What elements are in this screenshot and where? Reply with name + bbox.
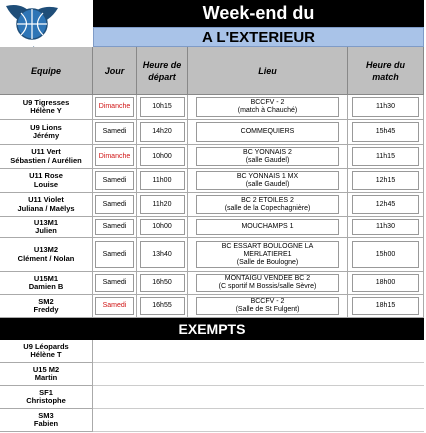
day-cell	[93, 193, 137, 217]
match-time-cell	[348, 238, 424, 272]
table-row	[0, 217, 424, 238]
exempt-row-blank	[93, 409, 424, 432]
exempt-team: U9 Léopards Hélène T	[0, 340, 93, 363]
match-time-cell	[348, 193, 424, 217]
place-cell-text: BC YONNAIS 1 MX (salle Gaudel)	[196, 171, 339, 190]
departure-time-cell-text: 16h50	[140, 274, 185, 292]
place-cell	[188, 95, 348, 120]
day-cell	[93, 295, 137, 318]
exempt-row-blank	[93, 363, 424, 386]
team-cell-text: U13M1 Julien	[33, 217, 59, 235]
day-cell	[93, 120, 137, 145]
team-cell-text: U9 Tigresses Hélène Y	[22, 97, 70, 115]
exempt-team: U15 M2 Martin	[0, 363, 93, 386]
departure-time-cell	[137, 295, 188, 318]
exempt-row-blank	[93, 340, 424, 363]
match-time-cell	[348, 120, 424, 145]
match-time-cell-text: 12h45	[352, 195, 420, 214]
day-cell-text: Samedi	[95, 241, 134, 269]
place-cell-text: MONTAIGU VENDEE BC 2 (C sportif M Bossis/salle Sèvre)	[196, 274, 339, 292]
table-row	[0, 238, 424, 272]
match-time-cell	[348, 169, 424, 193]
day-cell-text: Samedi	[95, 171, 134, 190]
match-time-cell	[348, 272, 424, 295]
place-cell	[188, 217, 348, 238]
team-cell	[0, 272, 93, 295]
match-time-cell-text: 18h15	[352, 297, 420, 315]
departure-time-cell-text: 13h40	[140, 241, 185, 269]
day-cell	[93, 95, 137, 120]
team-cell	[0, 193, 93, 217]
team-cell-text: U13M2 Clément / Nolan	[17, 245, 75, 263]
team-cell	[0, 169, 93, 193]
match-time-cell-text: 15h00	[352, 241, 420, 269]
day-cell-text: Samedi	[95, 274, 134, 292]
match-time-cell	[348, 295, 424, 318]
match-time-cell	[348, 95, 424, 120]
header-day: Jour	[93, 47, 137, 95]
table-row	[0, 193, 424, 217]
team-cell-text: U11 Violet Juliana / Maëlys	[17, 195, 75, 213]
table-row	[0, 95, 424, 120]
team-cell-text: U11 Rose Louise	[29, 171, 63, 189]
basketball-logo-icon	[2, 0, 62, 46]
team-cell-text: SM2 Freddy	[33, 296, 59, 314]
team-cell-text: U15M1 Damien B	[28, 273, 64, 291]
table-row	[0, 145, 424, 169]
match-time-cell-text: 11h15	[352, 147, 420, 166]
header-match-time: Heure du match	[348, 47, 424, 95]
departure-time-cell	[137, 238, 188, 272]
departure-time-cell	[137, 217, 188, 238]
table-row	[0, 272, 424, 295]
departure-time-cell	[137, 95, 188, 120]
place-cell-text: BC 2 ETOILES 2 (salle de la Copechagnière)	[196, 195, 339, 214]
departure-time-cell-text: 16h55	[140, 297, 185, 315]
place-cell-text: BC ESSART BOULOGNE LA MERLATIERE1 (Salle de Boulogne)	[196, 241, 339, 269]
match-time-cell	[348, 145, 424, 169]
table-header	[0, 47, 424, 95]
exempts-title: EXEMPTS	[0, 318, 424, 340]
table-row	[0, 295, 424, 318]
header-team: Equipe	[0, 47, 93, 95]
departure-time-cell	[137, 169, 188, 193]
place-cell-text: BCCFV - 2 (match à Chauché)	[196, 97, 339, 117]
place-cell	[188, 120, 348, 145]
match-time-cell-text: 11h30	[352, 219, 420, 236]
place-cell	[188, 238, 348, 272]
place-cell	[188, 295, 348, 318]
exempt-row-blank	[93, 386, 424, 409]
departure-time-cell-text: 10h00	[140, 219, 185, 236]
day-cell-text: Samedi	[95, 122, 134, 142]
day-cell-text: Samedi	[95, 297, 134, 315]
day-cell-text: Samedi	[95, 195, 134, 214]
departure-time-cell	[137, 120, 188, 145]
place-cell	[188, 145, 348, 169]
team-cell	[0, 217, 93, 238]
team-cell-text: U9 Lions Jérémy	[30, 122, 62, 140]
match-time-cell-text: 15h45	[352, 122, 420, 142]
departure-time-cell-text: 11h00	[140, 171, 185, 190]
team-cell	[0, 95, 93, 120]
departure-time-cell	[137, 272, 188, 295]
team-cell	[0, 145, 93, 169]
departure-time-cell-text: 14h20	[140, 122, 185, 142]
day-cell	[93, 272, 137, 295]
header-departure-time: Heure de départ	[137, 47, 188, 95]
place-cell-text: BC YONNAIS 2 (salle Gaudel)	[196, 147, 339, 166]
exempt-team: SM3 Fabien	[0, 409, 93, 432]
match-time-cell-text: 18h00	[352, 274, 420, 292]
place-cell-text: BCCFV - 2 (Salle de St Fulgent)	[196, 297, 339, 315]
departure-time-cell	[137, 193, 188, 217]
day-cell	[93, 145, 137, 169]
team-cell	[0, 238, 93, 272]
match-time-cell-text: 11h30	[352, 97, 420, 117]
table-row	[0, 169, 424, 193]
team-cell	[0, 295, 93, 318]
place-cell	[188, 169, 348, 193]
day-cell	[93, 169, 137, 193]
table-row	[0, 120, 424, 145]
departure-time-cell	[137, 145, 188, 169]
departure-time-cell-text: 10h00	[140, 147, 185, 166]
match-time-cell-text: 12h15	[352, 171, 420, 190]
place-cell	[188, 272, 348, 295]
day-cell	[93, 238, 137, 272]
place-cell-text: MOUCHAMPS 1	[196, 219, 339, 236]
place-cell-text: COMMEQUIERS	[196, 122, 339, 142]
day-cell-text: Samedi	[95, 219, 134, 236]
exempt-team: SF1 Christophe	[0, 386, 93, 409]
day-cell-text: Dimanche	[95, 97, 134, 117]
departure-time-cell-text: 11h20	[140, 195, 185, 214]
departure-time-cell-text: 10h15	[140, 97, 185, 117]
place-cell	[188, 193, 348, 217]
page-title: Week-end du	[93, 0, 424, 27]
team-cell-text: U11 Vert Sébastien / Aurélien	[10, 147, 82, 165]
day-cell	[93, 217, 137, 238]
day-cell-text: Dimanche	[95, 147, 134, 166]
section-title: A L'EXTERIEUR	[93, 27, 424, 47]
header-place: Lieu	[188, 47, 348, 95]
match-time-cell	[348, 217, 424, 238]
team-cell	[0, 120, 93, 145]
